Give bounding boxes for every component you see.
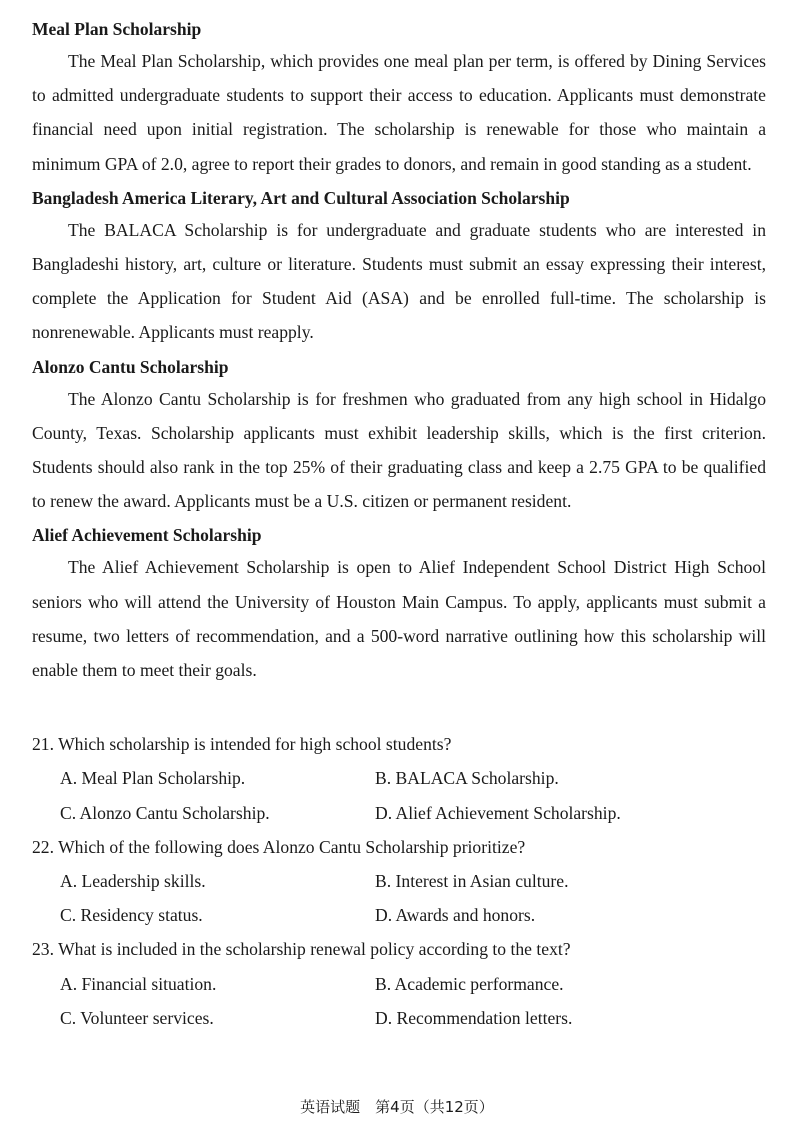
option-c: C. Alonzo Cantu Scholarship. <box>60 802 270 823</box>
option-row <box>32 967 766 1001</box>
page-footer: 英语试题 第4页（共12页） <box>300 1098 494 1116</box>
scholarship-alief-achievement <box>32 520 766 687</box>
section-body: The Alonzo Cantu Scholarship is for freshmen who graduated from any high school in Hidalgo County, Texas. Scholarship applicants must exhibit leadership skills, which is the first criterion. Students should also rank in the top 25% of their graduating class and keep a 2.75 GPA to be qualified to renew the award. Applicants must be a U.S. citizen or permanent resident. <box>32 388 766 512</box>
option-b: B. Academic performance. <box>375 973 564 994</box>
option-a: A. Leadership skills. <box>60 871 206 892</box>
option-d: D. Recommendation letters. <box>375 1007 573 1028</box>
question-stem: 21. Which scholarship is intended for high school students? <box>32 734 452 755</box>
question-21 <box>32 727 766 830</box>
question-23 <box>32 932 766 1035</box>
option-b: B. Interest in Asian culture. <box>375 871 569 892</box>
option-a: A. Financial situation. <box>60 973 217 994</box>
option-a: A. Meal Plan Scholarship. <box>60 768 246 789</box>
scholarship-alonzo-cantu <box>32 352 766 519</box>
exam-page <box>32 14 766 1035</box>
section-heading: Alonzo Cantu Scholarship <box>32 356 229 377</box>
option-d: D. Alief Achievement Scholarship. <box>375 802 621 823</box>
section-body: The BALACA Scholarship is for undergraduate and graduate students who are interested in Bangladeshi history, art, culture or literature. Students must submit an essay expressing their interest, complete the Application for Student Aid (ASA) and be enrolled full-time. The scholarship is nonrenewable. Applicants must reapply. <box>32 219 766 343</box>
section-body: The Meal Plan Scholarship, which provides one meal plan per term, is offered by Dining Services to admitted undergraduate students to support their access to education. Applicants must demonstrate financial need upon initial registration. The scholarship is renewable for those who maintain a minimum GPA of 2.0, agree to report their grades to donors, and remain in good standing as a student. <box>32 51 766 174</box>
option-c: C. Residency status. <box>60 905 203 926</box>
option-row <box>32 761 766 795</box>
option-row <box>32 1001 766 1035</box>
question-stem: 23. What is included in the scholarship renewal policy according to the text? <box>32 939 571 960</box>
scholarship-meal-plan <box>32 14 766 181</box>
question-22 <box>32 830 766 933</box>
section-heading: Bangladesh America Literary, Art and Cultural Association Scholarship <box>32 187 570 208</box>
section-heading: Alief Achievement Scholarship <box>32 525 262 546</box>
section-heading: Meal Plan Scholarship <box>32 19 202 39</box>
option-row <box>32 796 766 830</box>
scholarship-balaca <box>32 183 766 350</box>
question-stem: 22. Which of the following does Alonzo Cantu Scholarship prioritize? <box>32 836 526 857</box>
section-body: The Alief Achievement Scholarship is open to Alief Independent School District High School seniors who will attend the University of Houston Main Campus. To apply, applicants must submit a resume, two letters of recommendation, and a 500-word narrative outlining how this scholarship will enable them to meet their goals. <box>32 557 766 681</box>
option-b: B. BALACA Scholarship. <box>375 768 559 789</box>
option-row <box>32 864 766 898</box>
question-list <box>32 727 766 1035</box>
option-c: C. Volunteer services. <box>60 1007 214 1028</box>
option-row <box>32 898 766 932</box>
option-d: D. Awards and honors. <box>375 905 536 926</box>
